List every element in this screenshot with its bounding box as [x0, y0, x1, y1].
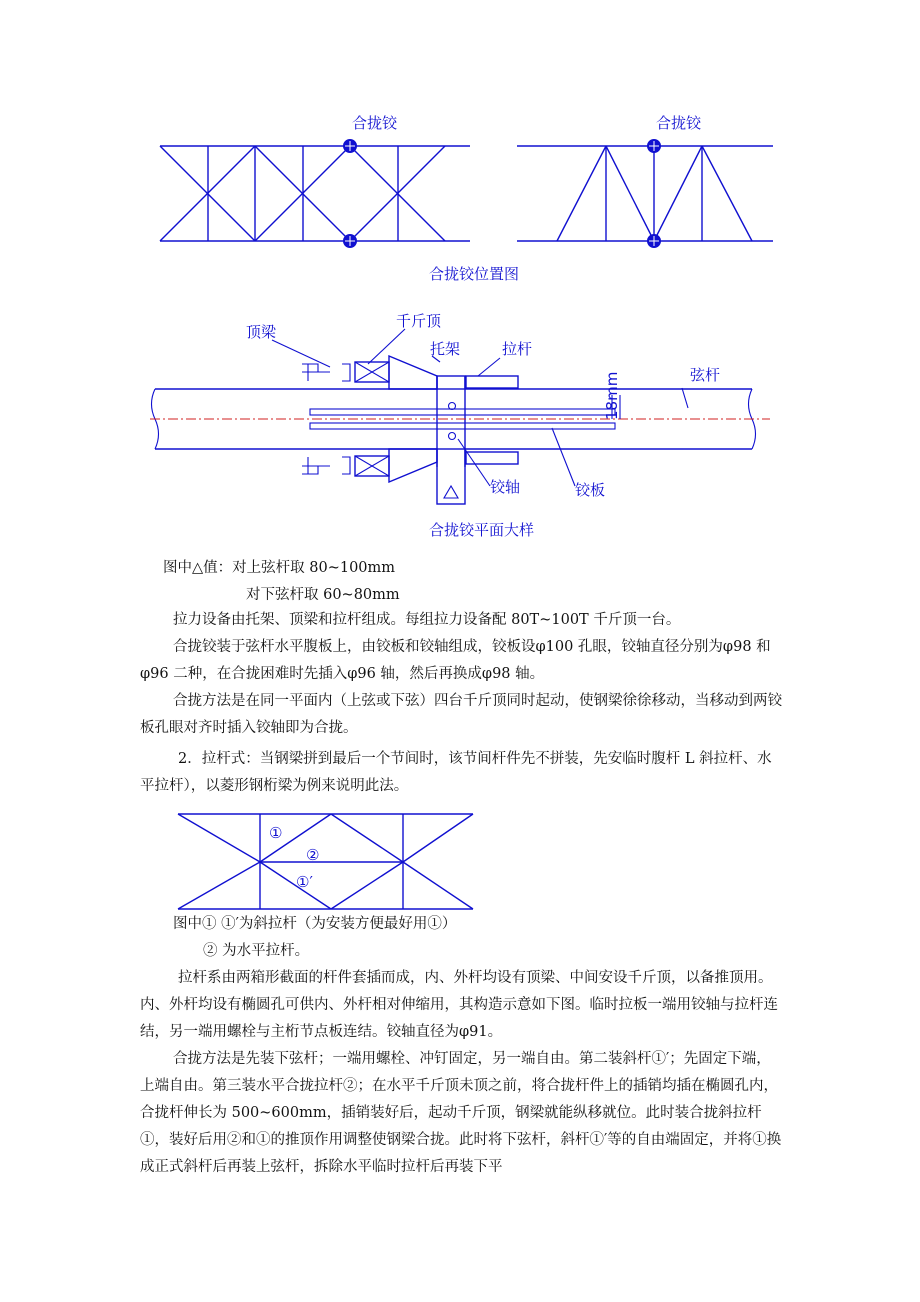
- paragraph-6: 合拢方法是先装下弦杆；一端用螺栓、冲钉固定，另一端自由。第二装斜杆①′；先固定下端，上端自由。第三装水平合拢拉杆②；在水平千斤顶未顶之前，将合拢杆件上的插销均插在椭圆孔内，合拢杆伸长为 500~600mm，插销装好后，起动千斤顶，钢梁就能纵移就位。此时装合拢斜拉杆①，装好后用②和①的推顶作用调整使钢梁合拢。此时将下弦杆，斜杆①′等的自由端固定，并将①换成正式斜杆后再装上弦杆，拆除水平临时拉杆后再装下平: [140, 1051, 782, 1175]
- figure2-caption: 合拢铰平面大样: [429, 521, 535, 539]
- paragraph-1: 拉力设备由托架、顶梁和拉杆组成。每组拉力设备配 80T~100T 千斤顶一台。: [173, 612, 681, 628]
- label-jack: 千斤顶: [396, 312, 442, 330]
- label-diagonal-1: ①: [269, 824, 283, 842]
- diamond-truss: [178, 814, 473, 909]
- label-hinge-pin: 铰轴: [490, 478, 521, 496]
- label-top-beam: 顶梁: [246, 323, 277, 341]
- label-chord: 弦杆: [690, 366, 721, 384]
- figure3-note-1: 图中① ①′为斜拉杆（为安装方便最好用①）: [173, 916, 457, 932]
- label-tie-rod: 拉杆: [502, 340, 533, 358]
- paragraph-3: 合拢方法是在同一平面内（上弦或下弦）四台千斤顶同时起动，使钢梁徐徐移动，当移动到两铰板孔眼对齐时插入铰轴即为合拢。: [140, 693, 782, 736]
- figure1-caption: 合拢铰位置图: [429, 265, 520, 283]
- paragraph-2: 合拢铰装于弦杆水平腹板上，由铰板和铰轴组成，铰板设φ100 孔眼，铰轴直径分别为φ98 和φ96 二种，在合拢困难时先插入φ96 轴，然后再换成φ98 轴。: [140, 639, 771, 682]
- paragraph-4: 2．拉杆式：当钢梁拼到最后一个节间时，该节间杆件先不拼装，先安临时腹杆 L 斜拉杆、水平拉杆），以菱形钢桁梁为例来说明此法。: [140, 751, 772, 794]
- note-line-2: 对下弦杆取 60~80mm: [246, 587, 400, 603]
- label-diagonal-1-prime: ①′: [296, 873, 313, 891]
- right-hinge-label: 合拢铰: [656, 114, 702, 132]
- label-horizontal-2: ②: [306, 846, 320, 864]
- paragraph-5: 拉杆系由两箱形截面的杆件套插而成，内、外杆均设有顶梁、中间安设千斤顶，以备推顶用。内、外杆均设有椭圆孔可供内、外杆相对伸缩用，其构造示意如下图。临时拉板一端用铰轴与拉杆连结，另一端用螺栓与主桁节点板连结。铰轴直径为φ91。: [140, 970, 778, 1040]
- dimension-18mm: 18mm: [603, 371, 621, 420]
- note-line-1: 图中△值：对上弦杆取 80~100mm: [163, 560, 396, 576]
- left-hinge-label: 合拢铰: [352, 114, 398, 132]
- label-hinge-plate: 铰板: [575, 481, 606, 499]
- label-bracket: 托架: [430, 340, 461, 358]
- figure3-note-2: ② 为水平拉杆。: [203, 943, 310, 959]
